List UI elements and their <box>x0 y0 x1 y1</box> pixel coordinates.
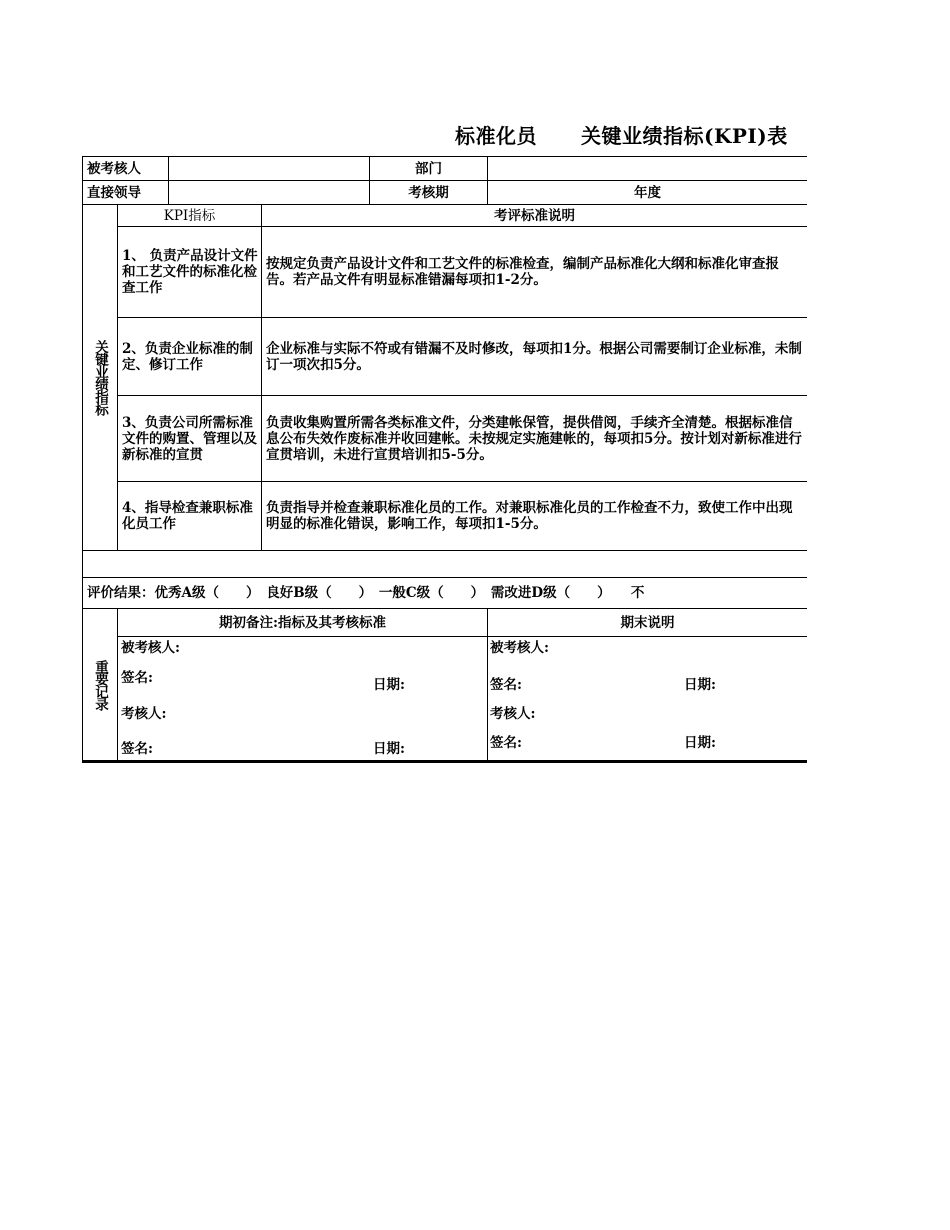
kpi-indicator-header: KPI指标 <box>117 204 262 227</box>
left-assessee-label: 被考核人: <box>121 640 180 656</box>
records-section-label: 重要记录 <box>82 608 118 762</box>
kpi-criteria-header: 考评标准说明 <box>261 204 807 227</box>
assessee-field[interactable] <box>168 156 370 181</box>
left-sign-label-2: 签名: <box>121 741 153 757</box>
department-label: 部门 <box>369 156 488 181</box>
left-date-label-1: 日期: <box>373 677 405 693</box>
period-label: 考核期 <box>369 180 488 205</box>
kpi-criteria-2: 企业标准与实际不符或有错漏不及时修改，每项扣1分。根据公司需要制订企业标准，未制订一项次扣5分。 <box>261 317 807 396</box>
supervisor-field[interactable] <box>168 180 370 205</box>
left-date-label-2: 日期: <box>373 741 405 757</box>
kpi-section-label: 关键业绩指标 <box>82 204 118 551</box>
kpi-indicator-4: 4、指导检查兼职标准化员工作 <box>117 481 262 551</box>
title-main: 关键业绩指标(KPI)表 <box>581 124 788 148</box>
kpi-sheet <box>82 156 807 762</box>
kpi-indicator-3: 3、负责公司所需标准文件的购置、管理以及新标准的宣贯 <box>117 395 262 482</box>
kpi-criteria-4: 负责指导并检查兼职标准化员的工作。对兼职标准化员的工作检查不力，致使工作中出现明显的标准化错误，影响工作，每项扣1-5分。 <box>261 481 807 551</box>
assessee-label: 被考核人 <box>82 156 169 181</box>
left-assessor-label: 考核人: <box>121 706 167 722</box>
left-sign-label-1: 签名: <box>121 670 153 686</box>
right-date-label-2: 日期: <box>684 735 716 751</box>
right-date-label-1: 日期: <box>684 677 716 693</box>
right-assessee-label: 被考核人: <box>490 640 549 656</box>
kpi-indicator-1: 1、 负责产品设计文件和工艺文件的标准化检查工作 <box>117 226 262 318</box>
right-sign-label-2: 签名: <box>490 735 522 751</box>
department-field[interactable] <box>487 156 807 181</box>
supervisor-label: 直接领导 <box>82 180 169 205</box>
evaluation-result: 评价结果：优秀A级（ ） 良好B级（ ） 一般C级（ ） 需改进D级（ ） 不 <box>82 577 807 609</box>
right-assessor-label: 考核人: <box>490 706 536 722</box>
bottom-double-border <box>82 760 807 763</box>
blank-row <box>82 550 807 578</box>
records-right-header: 期末说明 <box>487 608 807 637</box>
kpi-indicator-2: 2、负责企业标准的制定、修订工作 <box>117 317 262 396</box>
title-position: 标准化员 <box>455 124 537 148</box>
kpi-criteria-1: 按规定负责产品设计文件和工艺文件的标准检查，编制产品标准化大纲和标准化审查报告。若产品文件有明显标准错漏每项扣1-2分。 <box>261 226 807 318</box>
period-field[interactable]: 年度 <box>487 180 807 205</box>
records-left-header: 期初备注:指标及其考核标准 <box>117 608 488 637</box>
kpi-criteria-3: 负责收集购置所需各类标准文件，分类建帐保管，提供借阅，手续齐全清楚。根据标准信息公布失效作废标准并收回建帐。未按规定实施建帐的，每项扣5分。按计划对新标准进行宣贯培训，未进行宣贯培训扣5-5分。 <box>261 395 807 482</box>
right-sign-label-1: 签名: <box>490 677 522 693</box>
page-title <box>455 120 788 149</box>
